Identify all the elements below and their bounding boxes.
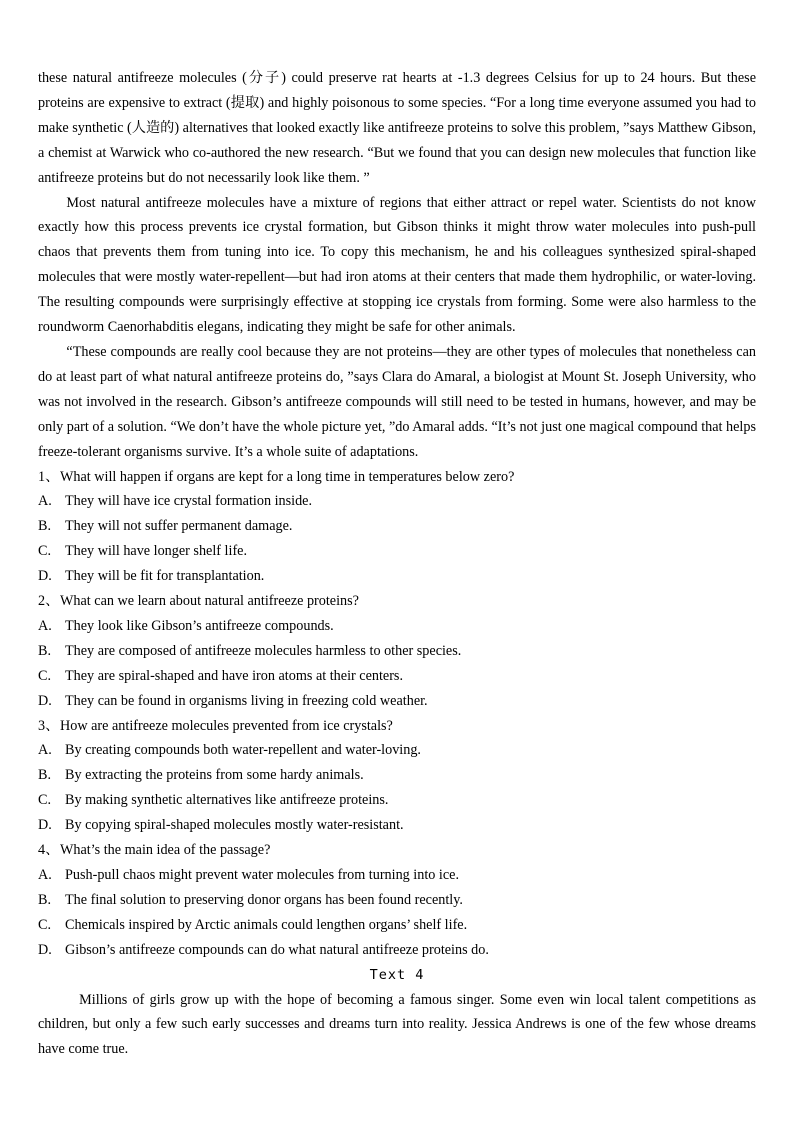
question-2-option-a — [38, 614, 756, 639]
option-label: C. — [38, 792, 52, 809]
option-text: By creating compounds both water-repellent and water-loving. — [65, 742, 421, 759]
passage-paragraph-3: “These compounds are really cool because they are not proteins—they are other types of molecules that nonetheless can do at least part of what natural antifreeze proteins do, ”says Clara do Amaral, a biologist at Mount St. Joseph University, who was not involved in the research. Gibson’s antifreeze compounds will still need to be tested in humans, however, and may be only part of a solution. “We don’t have the whole picture yet, ”do Amaral adds. “It’s not just one magical compound that helps freeze-tolerant organisms survive. It’s a whole suite of adaptations. — [38, 343, 756, 460]
question-3-option-c — [38, 788, 756, 813]
option-text: They will not suffer permanent damage. — [65, 518, 293, 535]
option-text: Chemicals inspired by Arctic animals could lengthen organs’ shelf life. — [65, 916, 468, 933]
option-text: They can be found in organisms living in freezing cold weather. — [65, 692, 428, 709]
question-2 — [38, 589, 756, 714]
option-text: They look like Gibson’s antifreeze compounds. — [65, 617, 334, 634]
question-3-option-d — [38, 813, 756, 838]
option-label: A. — [38, 867, 52, 883]
option-text: They are composed of antifreeze molecules harmless to other species. — [65, 642, 462, 659]
option-text: They will be fit for transplantation. — [65, 568, 265, 585]
question-4-option-c — [38, 913, 756, 938]
question-4-number: 4、 — [38, 842, 60, 859]
option-text: Gibson’s antifreeze compounds can do what natural antifreeze proteins do. — [65, 941, 489, 958]
option-text: They will have ice crystal formation inside. — [65, 493, 313, 510]
text4-paragraph-1: Millions of girls grow up with the hope of becoming a famous singer. Some even win local talent competitions as children, but only a few such early successes and dreams turn into reality. Jessica Andrews is one of the few whose dreams have come true. — [38, 991, 756, 1058]
option-label: A. — [38, 617, 52, 634]
question-4-stem-text: What’s the main idea of the passage? — [60, 842, 271, 859]
question-1-option-d — [38, 564, 756, 589]
option-label: D. — [38, 692, 52, 709]
option-text: They are spiral-shaped and have iron atoms at their centers. — [65, 667, 403, 684]
option-label: B. — [38, 642, 52, 659]
question-3-number: 3、 — [38, 717, 60, 734]
option-text: By extracting the proteins from some hardy animals. — [65, 767, 364, 784]
question-2-option-b — [38, 639, 756, 664]
option-label: D. — [38, 941, 52, 958]
question-4-option-d — [38, 938, 756, 963]
option-text: They will have longer shelf life. — [65, 543, 248, 560]
option-text: By making synthetic alternatives like antifreeze proteins. — [65, 792, 389, 809]
question-2-stem — [38, 589, 756, 614]
question-2-number: 2、 — [38, 593, 60, 610]
passage-paragraph-1: these natural antifreeze molecules (分子) could preserve rat hearts at -1.3 degrees Celsius for up to 24 hours. But these proteins are expensive to extract (提取) and highly poisonous to some species. “For a long time everyone assumed you had to make synthetic (人造的) alternatives that looked exactly like antifreeze proteins to solve this problem, ”says Matthew Gibson, a chemist at Warwick who co-authored the new research. “But we found that you can design new molecules that function like antifreeze proteins but do not necessarily look like them. ” — [38, 70, 756, 186]
question-1-number: 1、 — [38, 468, 60, 485]
option-text: Push-pull chaos might prevent water molecules from turning into ice. — [65, 867, 460, 883]
question-1-option-c — [38, 539, 756, 564]
question-3 — [38, 714, 756, 839]
option-label: B. — [38, 767, 52, 784]
option-label: B. — [38, 891, 52, 908]
question-3-stem — [38, 714, 756, 739]
option-label: C. — [38, 916, 52, 933]
option-label: A. — [38, 493, 52, 510]
option-label: A. — [38, 742, 52, 759]
option-text: The final solution to preserving donor organs has been found recently. — [65, 891, 463, 908]
question-3-option-a — [38, 738, 756, 763]
question-4-option-a — [38, 863, 756, 888]
question-1 — [38, 465, 756, 590]
question-2-option-d — [38, 689, 756, 714]
option-label: B. — [38, 518, 52, 535]
question-1-option-a — [38, 489, 756, 514]
question-1-option-b — [38, 514, 756, 539]
option-text: By copying spiral-shaped molecules mostly water-resistant. — [65, 817, 404, 834]
option-label: C. — [38, 543, 52, 560]
question-4-stem — [38, 838, 756, 863]
question-1-stem-text: What will happen if organs are kept for a long time in temperatures below zero? — [60, 468, 515, 485]
question-3-option-b — [38, 763, 756, 788]
option-label: D. — [38, 817, 52, 834]
passage-paragraph-2: Most natural antifreeze molecules have a mixture of regions that either attract or repel water. Scientists do not know exactly how this process prevents ice crystal formation, but Gibson thinks it might throw water molecules into push-pull chaos that prevents them from tuning into ice. To copy this mechanism, he and his colleagues synthesized spiral-shaped molecules that were mostly water-repellent—but had iron atoms at their centers that made them hydrophilic, or water-loving. The resulting compounds were surprisingly effective at stopping ice crystals from forming. Some were also harmless to the roundworm Caenorhabditis elegans, indicating they might be safe for other animals. — [38, 194, 756, 336]
option-label: D. — [38, 568, 52, 585]
option-label: C. — [38, 667, 52, 684]
text4-heading: Text 4 — [369, 966, 425, 983]
question-2-stem-text: What can we learn about natural antifreeze proteins? — [60, 593, 359, 610]
question-2-option-c — [38, 664, 756, 689]
question-1-stem — [38, 465, 756, 490]
question-4-option-b — [38, 888, 756, 913]
question-4 — [38, 838, 756, 963]
question-3-stem-text: How are antifreeze molecules prevented from ice crystals? — [60, 717, 393, 734]
